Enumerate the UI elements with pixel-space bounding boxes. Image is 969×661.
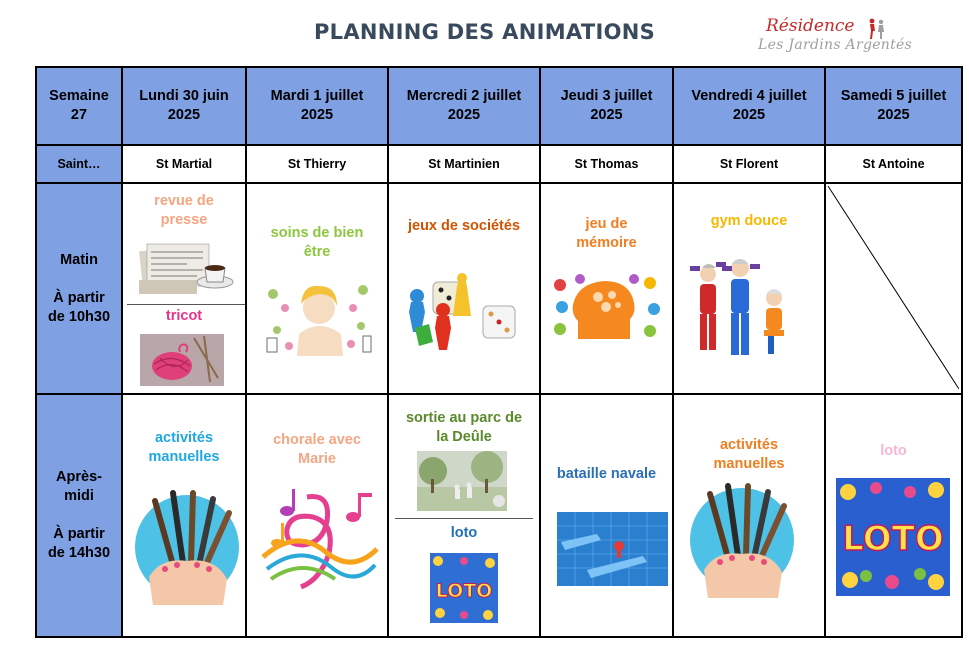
page-title: PLANNING DES ANIMATIONS <box>313 20 656 44</box>
saturday-morning-empty <box>825 183 962 394</box>
park-photo-icon <box>417 451 507 511</box>
logo-line2: Les Jardins Argentés <box>758 37 913 53</box>
morning-row <box>36 183 962 394</box>
day-header-saturday <box>825 67 962 145</box>
morning-label-cell <box>36 183 122 394</box>
loto-game-icon <box>430 553 498 623</box>
saint-wednesday: St Martinien <box>388 145 540 183</box>
schedule-table <box>35 66 963 638</box>
activity-press: revue de presse <box>154 193 214 228</box>
friday-afternoon <box>673 394 825 637</box>
day-name: Vendredi 4 juillet <box>691 88 807 104</box>
day-year: 2025 <box>732 107 766 123</box>
morning-start: À partir <box>53 289 105 306</box>
crafts-brushes-icon <box>131 487 241 605</box>
crafts-brushes-icon <box>686 480 796 598</box>
day-header-tuesday <box>246 67 388 145</box>
activity-gym: gym douce <box>710 213 788 229</box>
wednesday-afternoon <box>388 394 540 637</box>
residence-logo <box>758 16 954 60</box>
thursday-afternoon <box>540 394 673 637</box>
battleship-game-icon <box>557 512 668 586</box>
saturday-afternoon <box>825 394 962 637</box>
activity-loto: loto <box>450 525 478 541</box>
activity-memory: jeu de mémoire <box>576 216 637 251</box>
saint-thursday: St Thomas <box>540 145 673 183</box>
header-row-days <box>36 67 962 145</box>
logo-line1: Résidence <box>766 16 855 36</box>
saint-label: Saint… <box>36 145 122 183</box>
activity-crafts: activités manuelles <box>713 437 785 472</box>
day-header-wednesday <box>388 67 540 145</box>
week-cell <box>36 67 122 145</box>
morning-label: Matin <box>60 251 98 268</box>
header-row-saints <box>36 145 962 183</box>
morning-time: de 10h30 <box>47 308 111 325</box>
day-name: Mercredi 2 juillet <box>406 88 522 104</box>
monday-morning <box>122 183 246 394</box>
loto-logo-word: LOTO <box>435 580 493 602</box>
activity-knit: tricot <box>165 308 203 324</box>
divider <box>127 304 245 305</box>
no-activity-diagonal <box>826 184 959 389</box>
day-year: 2025 <box>447 107 481 123</box>
saint-friday: St Florent <box>673 145 825 183</box>
seniors-exercising-icon <box>688 254 792 362</box>
day-name: Mardi 1 juillet <box>270 88 364 104</box>
activity-park: sortie au parc de la Deûle <box>405 410 523 445</box>
activity-crafts: activités manuelles <box>148 430 220 465</box>
activity-board-games: jeux de sociétés <box>407 218 521 234</box>
activity-wellbeing: soins de bien être <box>270 225 364 260</box>
saint-monday: St Martial <box>122 145 246 183</box>
activity-loto: loto <box>880 443 907 459</box>
day-name: Samedi 5 juillet <box>840 88 947 104</box>
tuesday-afternoon <box>246 394 388 637</box>
day-year: 2025 <box>167 107 201 123</box>
saint-saturday: St Antoine <box>825 145 962 183</box>
tuesday-morning <box>246 183 388 394</box>
day-header-friday <box>673 67 825 145</box>
friday-morning <box>673 183 825 394</box>
afternoon-label-2: midi <box>64 488 94 504</box>
week-label: Semaine <box>49 88 109 104</box>
loto-game-icon <box>836 478 950 596</box>
music-notes-icon <box>257 487 381 591</box>
thursday-morning <box>540 183 673 394</box>
divider <box>395 518 533 519</box>
afternoon-time: de 14h30 <box>47 545 111 561</box>
afternoon-row <box>36 394 962 637</box>
spa-wellbeing-icon <box>263 274 375 356</box>
day-year: 2025 <box>877 107 910 123</box>
day-year: 2025 <box>590 107 623 123</box>
afternoon-label-cell <box>36 394 122 637</box>
newspapers-coffee-icon <box>137 238 235 300</box>
afternoon-label-1: Après- <box>56 469 102 485</box>
afternoon-start: À partir <box>53 526 105 542</box>
activity-choir: chorale avec Marie <box>273 432 361 467</box>
week-number: 27 <box>70 107 88 123</box>
saint-tuesday: St Thierry <box>246 145 388 183</box>
monday-afternoon <box>122 394 246 637</box>
day-header-monday <box>122 67 246 145</box>
knitting-yarn-icon <box>140 334 224 386</box>
board-games-icon <box>403 272 527 356</box>
loto-logo-word: LOTO <box>842 519 944 559</box>
day-name: Lundi 30 juin <box>139 88 229 104</box>
wednesday-morning <box>388 183 540 394</box>
day-year: 2025 <box>300 107 334 123</box>
day-header-thursday <box>540 67 673 145</box>
memory-brain-icon <box>550 273 664 339</box>
activity-battleship: bataille navale <box>556 466 657 482</box>
day-name: Jeudi 3 juillet <box>560 88 653 104</box>
